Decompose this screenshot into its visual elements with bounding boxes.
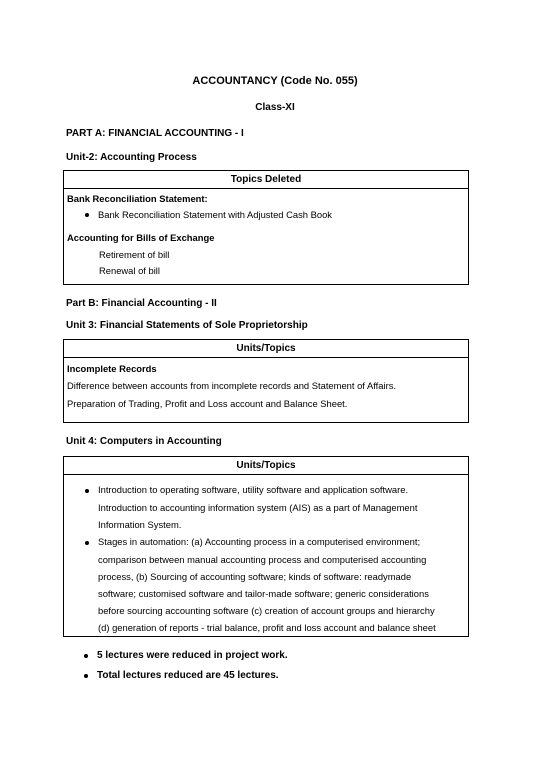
unit-4-heading: Unit 4: Computers in Accounting	[66, 436, 222, 447]
list-item: process, (b) Sourcing of accounting software; kinds of software: readymade	[98, 571, 412, 582]
table-row: Difference between accounts from incomplete records and Statement of Affairs.	[67, 380, 396, 391]
unit-3-table	[63, 339, 469, 423]
list-item: Renewal of bill	[99, 265, 160, 276]
part-a-heading: PART A: FINANCIAL ACCOUNTING - I	[66, 128, 244, 139]
section-title: Accounting for Bills of Exchange	[67, 232, 215, 243]
list-item: (d) generation of reports - trial balance, profit and loss account and balance sheet	[98, 622, 436, 633]
section-title: Bank Reconciliation Statement:	[67, 193, 208, 204]
bullet-icon	[84, 674, 88, 678]
list-item: Information System.	[98, 519, 182, 530]
topics-deleted-table	[63, 170, 469, 285]
bullet-icon	[85, 541, 89, 545]
note-item: 5 lectures were reduced in project work.	[97, 650, 288, 661]
document-title: ACCOUNTANCY (Code No. 055)	[192, 75, 358, 87]
table-header: Units/Topics	[64, 340, 468, 358]
table-header: Units/Topics	[64, 457, 468, 475]
list-item: Bank Reconciliation Statement with Adjusted Cash Book	[98, 209, 332, 220]
bullet-icon	[85, 213, 89, 217]
bullet-icon	[85, 489, 89, 493]
list-item: comparison between manual accounting process and computerised accounting	[98, 554, 427, 565]
section-title: Incomplete Records	[67, 363, 157, 374]
note-item: Total lectures reduced are 45 lectures.	[97, 670, 279, 681]
list-item: before sourcing accounting software (c) creation of account groups and hierarchy	[98, 605, 435, 616]
list-item: software; customised software and tailor-made software; generic considerations	[98, 588, 429, 599]
class-label: Class-XI	[255, 102, 295, 113]
table-row: Preparation of Trading, Profit and Loss account and Balance Sheet.	[67, 398, 348, 409]
list-item: Introduction to accounting information system (AIS) as a part of Management	[98, 502, 418, 513]
part-b-heading: Part B: Financial Accounting - II	[66, 298, 217, 309]
bullet-icon	[84, 654, 88, 658]
list-item: Stages in automation: (a) Accounting process in a computerised environment;	[98, 536, 421, 547]
list-item: Introduction to operating software, utility software and application software.	[98, 484, 409, 495]
unit-4-table	[63, 456, 469, 637]
unit-2-heading: Unit-2: Accounting Process	[66, 152, 197, 163]
unit-3-heading: Unit 3: Financial Statements of Sole Proprietorship	[66, 320, 308, 331]
table-header: Topics Deleted	[64, 171, 468, 189]
list-item: Retirement of bill	[99, 249, 170, 260]
